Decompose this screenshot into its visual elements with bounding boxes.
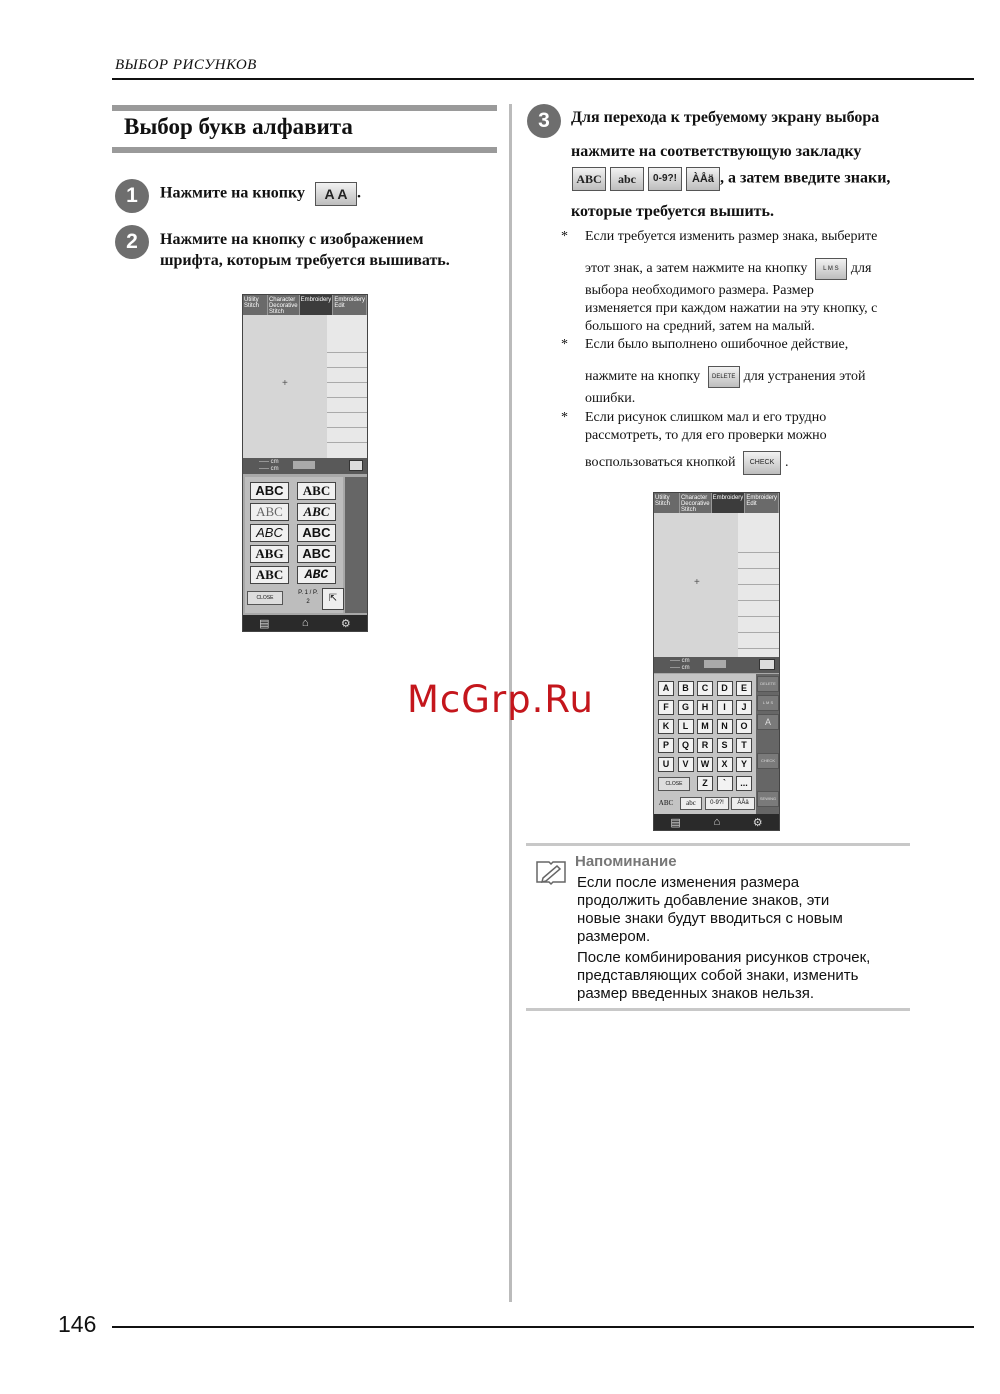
key-12[interactable]: L: [678, 719, 694, 734]
font-button-6[interactable]: ABC: [297, 524, 336, 542]
tab-embroidery: Embroidery: [712, 493, 746, 513]
character-input-screen: [653, 492, 780, 831]
page-number: 146: [58, 1311, 97, 1337]
sewing-button[interactable]: SEWING: [757, 791, 779, 807]
size-status-bar: ----- cm ----- cm: [243, 458, 367, 474]
step-3-badge: 3: [527, 104, 561, 138]
key-10[interactable]: J: [736, 700, 752, 715]
page-indicator: P. 1 / P. 2: [298, 590, 318, 605]
tab-digits-icon: 0-9?!: [648, 167, 682, 191]
check-button[interactable]: CHECK: [757, 753, 779, 769]
key-22[interactable]: V: [678, 757, 694, 772]
watermark: McGrp.Ru: [407, 678, 594, 721]
key-19[interactable]: S: [717, 738, 733, 753]
tab-accent-icon: ÀÅä: [686, 167, 720, 191]
tab-embroidery-edit: Embroidery Edit: [333, 295, 367, 315]
screen2-bottom-bar: [654, 814, 779, 830]
step-3-suffix: , а затем введите знаки,: [720, 169, 891, 187]
size-status-bar: ----- cm ----- cm: [654, 657, 779, 673]
font-button-10[interactable]: ABC: [297, 566, 336, 584]
key-11[interactable]: K: [658, 719, 674, 734]
page-icon[interactable]: ▤: [670, 816, 681, 829]
font-button-5[interactable]: ABC: [250, 524, 289, 542]
tab-accented[interactable]: ÀÅä: [731, 797, 755, 810]
step-1-suffix: .: [357, 184, 361, 202]
key-20[interactable]: T: [736, 738, 752, 753]
key-2[interactable]: B: [678, 681, 694, 696]
key-3[interactable]: C: [697, 681, 713, 696]
footer-rule: [112, 1326, 974, 1328]
key-1[interactable]: A: [658, 681, 674, 696]
step-3-line4: которые требуется вышить.: [571, 203, 774, 220]
key-26[interactable]: Z: [697, 776, 713, 791]
memo-title: Напоминание: [575, 853, 677, 870]
tab-uppercase[interactable]: ABC: [658, 799, 674, 807]
font-button-2[interactable]: ABC: [297, 482, 336, 500]
settings-icon[interactable]: ⚙: [340, 617, 351, 630]
font-button-1[interactable]: ABC: [250, 482, 289, 500]
key-23[interactable]: W: [697, 757, 713, 772]
alphabet-button-icon: A A: [315, 182, 357, 206]
embroidery-canvas: [654, 513, 740, 657]
font-button-7[interactable]: ABG: [250, 545, 289, 563]
lms-button-icon: L M S: [815, 258, 847, 280]
machine-icon[interactable]: ⌂: [713, 816, 721, 828]
key-4[interactable]: D: [717, 681, 733, 696]
key-5[interactable]: E: [736, 681, 752, 696]
tab-character-decorative: Character Decorative Stitch: [680, 495, 710, 513]
center-mark-icon: +: [694, 577, 700, 588]
key-18[interactable]: R: [697, 738, 713, 753]
memo-top-rule: [526, 843, 910, 846]
tab-utility-stitch: Utility Stitch: [654, 493, 680, 513]
center-mark-icon: +: [282, 378, 288, 389]
tab-utility-stitch: Utility Stitch: [243, 295, 268, 315]
font-button-9[interactable]: ABC: [250, 566, 289, 584]
key-16[interactable]: P: [658, 738, 674, 753]
key-17[interactable]: Q: [678, 738, 694, 753]
key-27[interactable]: `: [717, 776, 733, 791]
size-lms-button[interactable]: L M S: [757, 695, 779, 711]
tab-embroidery-edit: Embroidery Edit: [745, 493, 779, 513]
font-selection-screen: [242, 294, 368, 632]
step-2-text: [160, 229, 450, 271]
machine-icon[interactable]: ⌂: [301, 617, 309, 629]
page-arrows-icon[interactable]: ⇱: [322, 588, 344, 610]
step-3-line1: Для перехода к требуемому экрану выбора: [571, 109, 880, 126]
tab-character-decorative: Character Decorative Stitch: [268, 297, 298, 315]
step-3-line3: [572, 167, 890, 191]
pattern-list: [738, 513, 779, 657]
embroidery-canvas: [243, 315, 329, 458]
key-14[interactable]: N: [717, 719, 733, 734]
key-9[interactable]: I: [717, 700, 733, 715]
font-button-4[interactable]: ABC: [297, 503, 336, 521]
key-7[interactable]: G: [678, 700, 694, 715]
step-2-line2: шрифта, которым требуется вышивать.: [160, 252, 450, 269]
key-15[interactable]: O: [736, 719, 752, 734]
font-panel-sidebar: [345, 477, 367, 613]
delete-button-icon: DELETE: [708, 366, 740, 388]
alphabet-style-icon[interactable]: A: [757, 714, 779, 730]
screen1-bottom-bar: [243, 615, 367, 631]
font-button-8[interactable]: ABC: [297, 545, 336, 563]
delete-button[interactable]: DELETE: [757, 676, 779, 692]
key-13[interactable]: M: [697, 719, 713, 734]
step-1-label: Нажмите на кнопку: [160, 184, 305, 202]
tab-embroidery: Embroidery: [300, 295, 334, 315]
settings-icon[interactable]: ⚙: [752, 816, 763, 829]
key-25[interactable]: Y: [736, 757, 752, 772]
memo-paragraph-1: Если после изменения размера продолжить добавление знаков, эти новые знаки будут вводиться с новым размером.: [577, 874, 843, 945]
tab-lowercase[interactable]: abc: [680, 797, 702, 810]
close-button[interactable]: CLOSE: [658, 777, 690, 791]
step-1-badge: 1: [115, 179, 149, 213]
pattern-list: [327, 315, 367, 458]
font-button-3[interactable]: ABC: [250, 503, 289, 521]
key-21[interactable]: U: [658, 757, 674, 772]
step-2-line1: Нажмите на кнопку с изображением: [160, 231, 424, 248]
tab-uppercase-icon: ABC: [572, 167, 606, 191]
check-button-icon: CHECK: [743, 451, 781, 475]
tab-lowercase-icon: abc: [610, 167, 644, 191]
section-title: Выбор букв алфавита: [124, 114, 353, 139]
key-28[interactable]: ...: [736, 776, 752, 791]
page-icon[interactable]: ▤: [259, 617, 270, 630]
step-2-badge: 2: [115, 225, 149, 259]
screen2-tabs: [654, 493, 779, 513]
key-24[interactable]: X: [717, 757, 733, 772]
key-6[interactable]: F: [658, 700, 674, 715]
close-button[interactable]: CLOSE: [247, 591, 283, 605]
step-3-line2: нажмите на соответствующую закладку: [571, 143, 862, 160]
header-rule: [112, 78, 974, 80]
memo-pencil-icon: [535, 858, 567, 886]
tab-digits[interactable]: 0-9?!: [705, 797, 729, 810]
step-1-text: [160, 182, 361, 206]
key-8[interactable]: H: [697, 700, 713, 715]
running-header: ВЫБОР РИСУНКОВ: [115, 57, 257, 73]
screen1-tabs: [243, 295, 367, 315]
memo-bottom-rule: [526, 1008, 910, 1011]
memo-paragraph-2: После комбинирования рисунков строчек, представляющих собой знаки, изменить размер введенных знаков нельзя.: [577, 949, 871, 1002]
